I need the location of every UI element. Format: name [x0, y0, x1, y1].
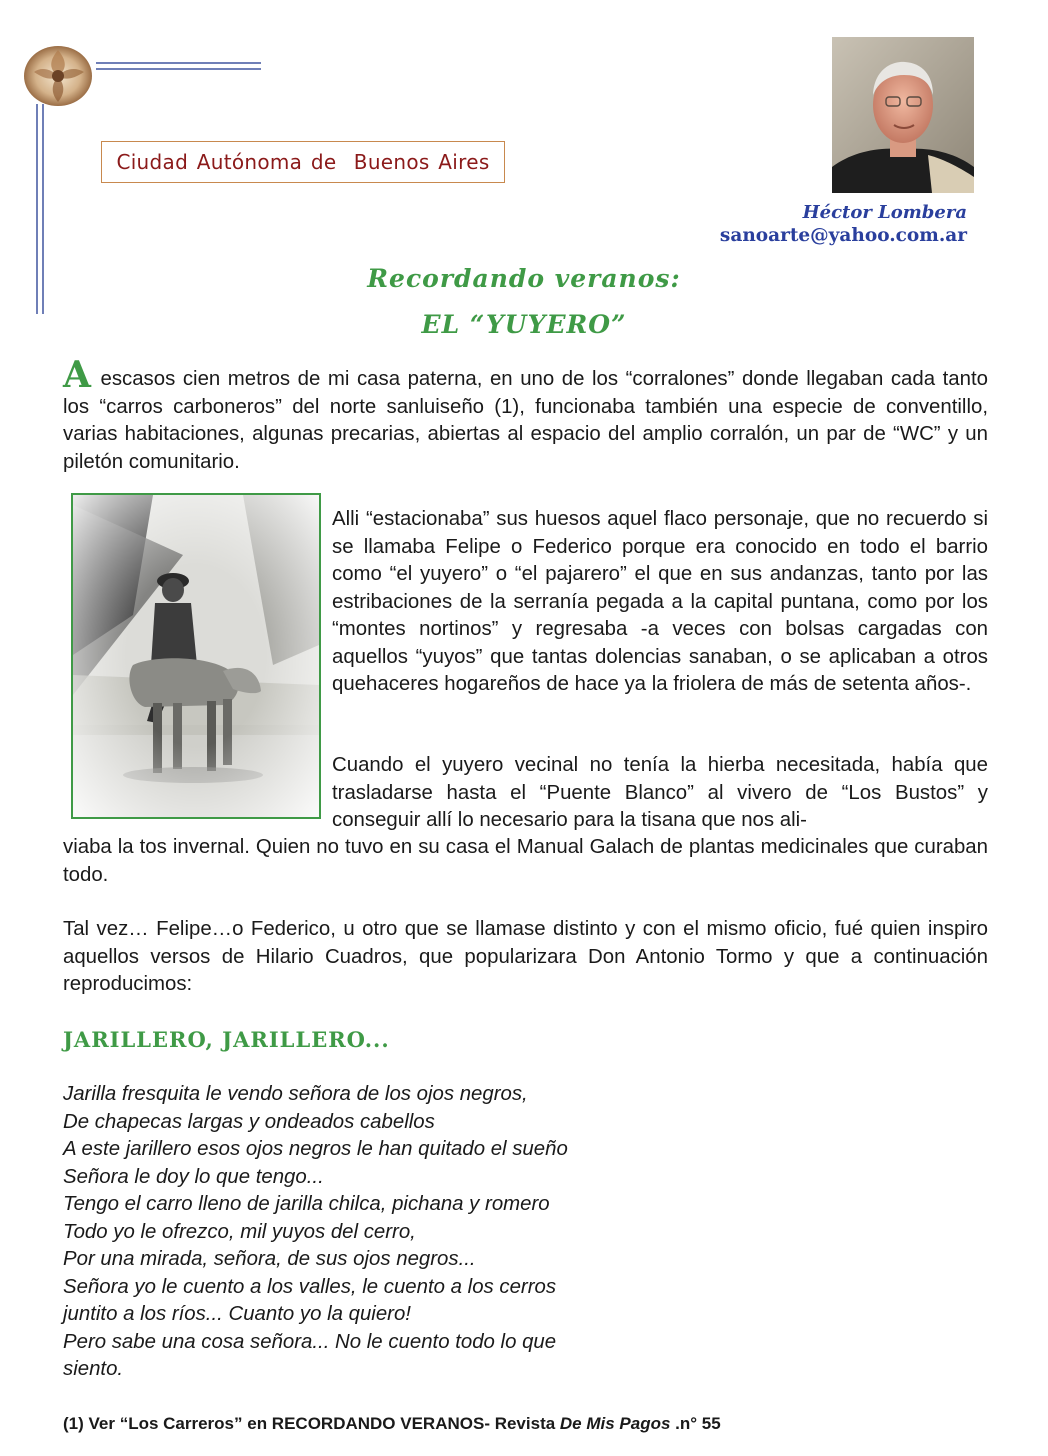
poem-line: Por una mirada, señora, de sus ojos negros...	[63, 1248, 476, 1270]
poem-line: Tengo el carro lleno de jarilla chilca, pichana y romero	[63, 1193, 550, 1215]
poem	[63, 1081, 568, 1384]
poem-line: siento.	[63, 1358, 124, 1380]
article-subtitle: EL “YUYERO”	[421, 310, 627, 339]
yuyero-photo	[71, 493, 321, 819]
author-name: Héctor Lombera	[802, 202, 967, 223]
poem-line: Jarilla fresquita le vendo señora de los ojos negros,	[63, 1083, 528, 1105]
poem-line: A este jarillero esos ojos negros le han quitado el sueño	[63, 1138, 568, 1160]
poem-line: De chapecas largas y ondeados cabellos	[63, 1110, 435, 1133]
paragraph-1-text: escasos cien metros de mi casa paterna, en uno de los “corralones” donde llegaban cada tanto los “carros carboneros” del norte sanluiseño (1), funcionaba también una especie de conventillo, varias habitaciones, algunas precarias, abiertas al espacio del amplio corralón, un par de “WC” y un piletón comunitario.	[63, 368, 988, 473]
shell-logo-icon	[18, 42, 96, 110]
footnote	[63, 1414, 721, 1434]
poem-title: JARILLERO, JARILLERO...	[63, 1027, 390, 1052]
poem-line: Todo yo le ofrezco, mil yuyos del cerro,	[63, 1220, 416, 1243]
footnote-prefix: (1) Ver “Los Carreros” en RECORDANDO VERANOS- Revista	[63, 1414, 560, 1433]
frame-line-top-2	[96, 68, 261, 70]
poem-line: Pero sabe una cosa señora... No le cuento todo lo que	[63, 1330, 557, 1353]
paragraph-4: Tal vez… Felipe…o Federico, u otro que se llamase distinto y con el mismo oficio, fué quien inspiro aquellos versos de Hilario Cuadros, que popularizara Don Antonio Tormo y que a continuación reproducimos:	[63, 918, 988, 995]
frame-line-top-1	[96, 62, 261, 64]
paragraph-3-continued: viaba la tos invernal. Quien no tuvo en su casa el Manual Galach de plantas medicinales que curaban todo.	[63, 836, 988, 886]
footnote-suffix: .n° 55	[670, 1414, 721, 1433]
article-title: Recordando veranos:	[367, 264, 681, 293]
footnote-magazine: De Mis Pagos	[559, 1414, 671, 1433]
poem-line: Señora le doy lo que tengo...	[63, 1165, 324, 1188]
paragraph-3: Cuando el yuyero vecinal no tenía la hierba necesitada, había que trasladarse hasta el “Puente Blanco” al vivero de “Los Bustos” y conseguir allí lo necesario para la tisana que nos ali-	[332, 754, 988, 831]
drop-cap: A	[63, 354, 91, 396]
poem-line: juntito a los ríos... Cuanto yo la quiero!	[63, 1303, 411, 1325]
author-photo	[832, 37, 974, 193]
poem-line: Señora yo le cuento a los valles, le cuento a los cerros	[63, 1275, 557, 1298]
paragraph-2: Alli “estacionaba” sus huesos aquel flaco personaje, que no recuerdo si se llamaba Felipe o Federico porque era conocido en todo el barrio como “el yuyero” o “el pajarero” el que en sus andanzas, tanto por las estribaciones de la serranía pegada a la capital puntana, como por los “montes nortinos” y regresaba -a veces con bolsas cargadas con aquellos “yuyos” que tantas dolencias sanaban, o se aplicaban a otros quehaceres hogareños de hace ya la friolera de más de setenta años-.	[332, 508, 988, 695]
paragraph-1	[63, 354, 988, 476]
author-email: sanoarte@yahoo.com.ar	[719, 225, 967, 246]
location-label: Ciudad Autónoma de Buenos Aires	[101, 141, 505, 183]
